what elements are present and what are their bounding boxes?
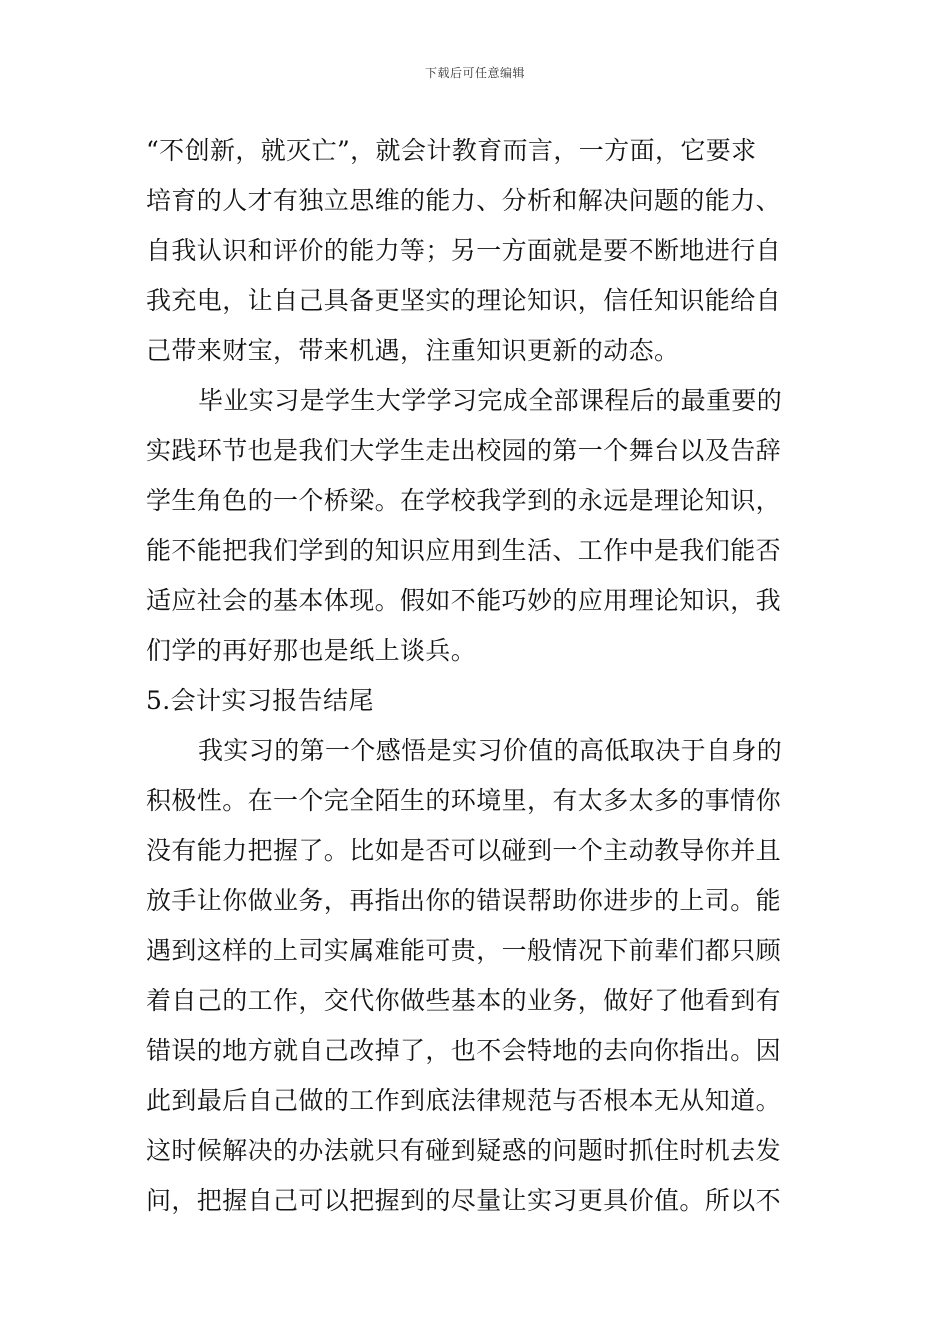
text-line: 实践环节也是我们大学生走出校园的第一个舞台以及告辞	[146, 436, 782, 465]
text-line: 错误的地方就自己改掉了，也不会特地的去向你指出。因	[146, 1036, 782, 1065]
text-line: 我充电，让自己具备更坚实的理论知识，信任知识能给自	[146, 286, 782, 315]
text-line: 适应社会的基本体现。假如不能巧妙的应用理论知识，我	[146, 586, 782, 615]
text-line: 问，把握自己可以把握到的尽量让实习更具价值。所以不	[146, 1186, 782, 1215]
document-body	[146, 126, 810, 1226]
text-line: 自我认识和评价的能力等；另一方面就是要不断地进行自	[146, 236, 782, 265]
page-header: 下载后可任意编辑	[424, 66, 525, 80]
text-line: 己带来财宝，带来机遇，注重知识更新的动态。	[146, 336, 680, 365]
text-line: 学生角色的一个桥梁。在学校我学到的永远是理论知识，	[146, 486, 782, 515]
text-line: 积极性。在一个完全陌生的环境里，有太多太多的事情你	[146, 786, 782, 815]
paragraph-start-line: 我实习的第一个感悟是实习价值的高低取决于自身的	[198, 736, 783, 765]
text-line: 们学的再好那也是纸上谈兵。	[146, 636, 477, 665]
text-line: 培育的人才有独立思维的能力、分析和解决问题的能力、	[146, 186, 782, 215]
text-line: 此到最后自己做的工作到底法律规范与否根本无从知道。	[146, 1086, 782, 1115]
text-line: 放手让你做业务，再指出你的错误帮助你进步的上司。能	[146, 886, 782, 915]
section-heading: 5.会计实习报告结尾	[146, 686, 374, 715]
text-line: 没有能力把握了。比如是否可以碰到一个主动教导你并且	[146, 836, 782, 865]
paragraph-start-line: 毕业实习是学生大学学习完成全部课程后的最重要的	[198, 386, 783, 415]
text-line: “不创新，就灭亡”，就会计教育而言，一方面，它要求	[146, 136, 757, 165]
text-line: 遇到这样的上司实属难能可贵，一般情况下前辈们都只顾	[146, 936, 782, 965]
text-line: 能不能把我们学到的知识应用到生活、工作中是我们能否	[146, 536, 782, 565]
text-line: 着自己的工作，交代你做些基本的业务，做好了他看到有	[146, 986, 782, 1015]
text-line: 这时候解决的办法就只有碰到疑惑的问题时抓住时机去发	[146, 1136, 782, 1165]
